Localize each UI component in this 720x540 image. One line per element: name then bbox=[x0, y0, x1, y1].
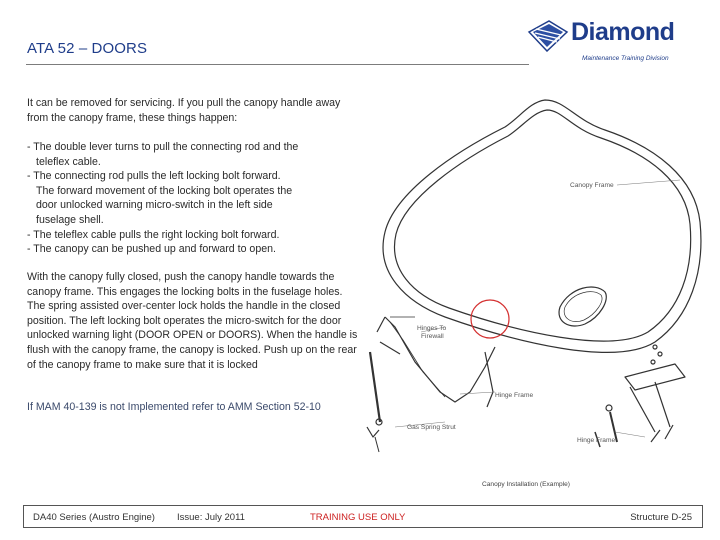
footer-series: DA40 Series (Austro Engine) bbox=[33, 512, 155, 523]
gas-spring-strut bbox=[370, 352, 380, 422]
canopy-frame-inner bbox=[395, 110, 691, 341]
page-title: ATA 52 – DOORS bbox=[27, 40, 148, 57]
closing-paragraph: With the canopy fully closed, push the canopy handle towards the canopy frame. This engages the locking bolts in the fuselage holes. The spring assisted over-center lock holds the handle in the closed position. The left locking bolt operates the micro-switch for the door unlocked warning light (DOOR OPEN or DOORS). When the handle is flush with the canopy frame, the canopy is locked. Push up on the rear of the canopy frame to make sure that it is locked bbox=[27, 271, 358, 371]
steps-list bbox=[27, 140, 362, 257]
list-item: - The teleflex cable pulls the right locking bolt forward. bbox=[27, 228, 280, 241]
list-item: The forward movement of the locking bolt operates the bbox=[36, 184, 293, 197]
list-item: door unlocked warning micro-switch in the left side bbox=[36, 199, 273, 212]
logo-subtitle: Maintenance Training Division bbox=[582, 55, 669, 62]
logo-wordmark: Diamond bbox=[571, 18, 675, 46]
list-item: fuselage shell. bbox=[36, 213, 104, 226]
title-divider bbox=[26, 64, 529, 65]
footer-bar bbox=[23, 505, 703, 528]
list-item: - The connecting rod pulls the left locking bolt forward. bbox=[27, 170, 281, 183]
label-canopy-frame: Canopy Frame bbox=[570, 182, 614, 189]
note-paragraph: If MAM 40-139 is not Implemented refer to AMM Section 52-10 bbox=[27, 401, 321, 413]
intro-paragraph: It can be removed for servicing. If you pull the canopy handle away from the canopy frame, these things happen: bbox=[27, 97, 341, 124]
list-item: - The double lever turns to pull the connecting rod and the bbox=[27, 141, 299, 153]
label-gas-spring-strut: Gas Spring Strut bbox=[407, 424, 456, 431]
label-hinge-frame-1: Hinge Frame bbox=[495, 392, 534, 399]
label-hinge-frame-2: Hinge Frame bbox=[577, 437, 616, 444]
list-item: teleflex cable. bbox=[36, 155, 101, 168]
diamond-logo-icon bbox=[527, 20, 569, 52]
hinge-frame-detail bbox=[625, 364, 685, 390]
company-logo bbox=[525, 18, 705, 70]
canopy-installation-diagram bbox=[355, 92, 710, 492]
label-hinges-to-firewall-2: Firewall bbox=[421, 333, 444, 340]
figure-caption: Canopy Installation (Example) bbox=[482, 481, 570, 488]
footer-classification: TRAINING USE ONLY bbox=[310, 512, 406, 523]
canopy-frame-outer bbox=[383, 100, 701, 352]
footer-page-number: Structure D-25 bbox=[630, 512, 692, 523]
footer-issue: Issue: July 2011 bbox=[177, 512, 245, 523]
label-hinges-to-firewall-1: Hinges To bbox=[417, 325, 447, 332]
list-item: - The canopy can be pushed up and forward to open. bbox=[27, 243, 276, 256]
